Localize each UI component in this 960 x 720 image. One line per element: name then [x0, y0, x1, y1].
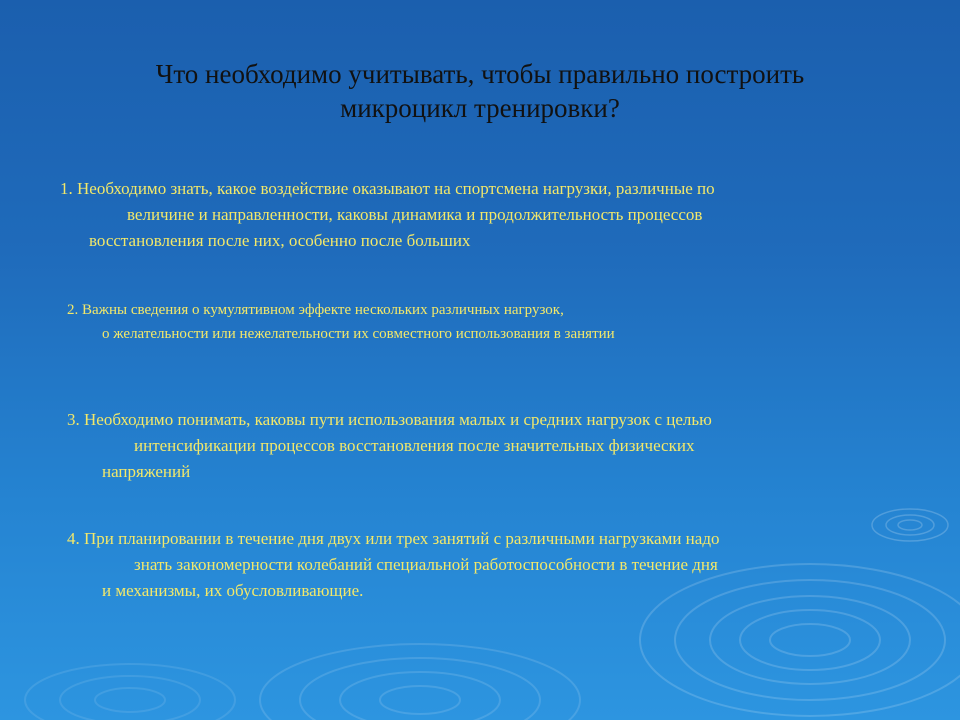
slide-title-line: микроцикл тренировки? — [340, 93, 620, 123]
list-item-4 — [67, 526, 719, 604]
list-item-1 — [60, 176, 715, 254]
list-item-line: восстановления после них, особенно после больших — [89, 231, 471, 250]
list-item-line: интенсификации процессов восстановления после значительных физических — [134, 436, 695, 455]
list-item-line: 2. Важны сведения о кумулятивном эффекте нескольких различных нагрузок, — [67, 302, 564, 318]
list-item-line: напряжений — [102, 462, 191, 481]
list-item-line: 1. Необходимо знать, какое воздействие оказывают на спортсмена нагрузки, различные по — [60, 179, 715, 198]
list-item-line: величине и направленности, каковы динамика и продолжительность процессов — [127, 205, 703, 224]
list-item-2 — [67, 298, 615, 346]
list-item-line: знать закономерности колебаний специальной работоспособности в течение дня — [134, 555, 718, 574]
ripple-bottom-center — [260, 644, 580, 720]
list-item-line: и механизмы, их обусловливающие. — [102, 581, 364, 600]
list-item-3 — [67, 407, 712, 485]
list-item-line: 3. Необходимо понимать, каковы пути использования малых и средних нагрузок с целью — [67, 410, 712, 429]
slide-title-line: Что необходимо учитывать, чтобы правильно построить — [155, 59, 805, 89]
slide-title — [60, 57, 900, 125]
ripple-small-right — [872, 509, 948, 541]
ripple-bottom-left — [25, 664, 235, 720]
list-item-line: о желательности или нежелательности их совместного использования в занятии — [102, 326, 615, 342]
list-item-line: 4. При планировании в течение дня двух или трех занятий с различными нагрузками надо — [67, 529, 720, 548]
